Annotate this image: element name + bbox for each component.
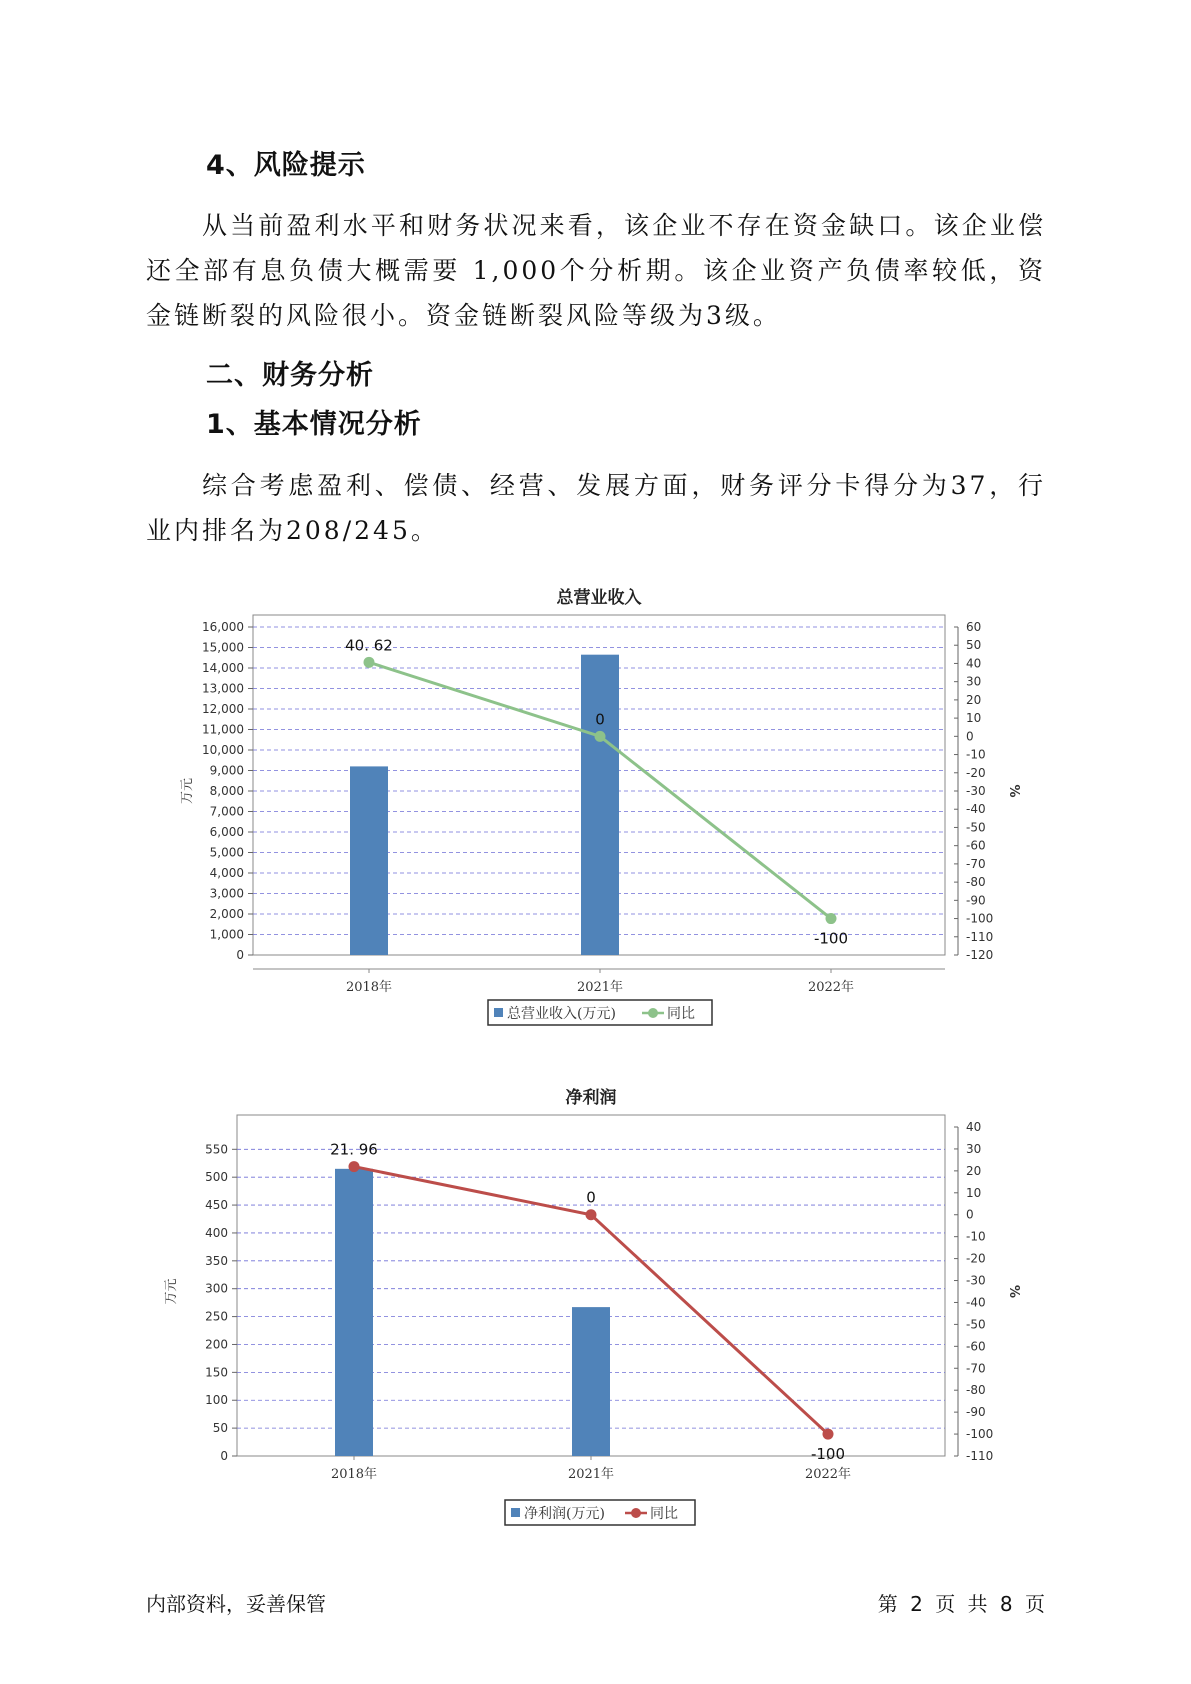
yoy-data-label: 40. 62	[345, 636, 393, 655]
bar	[350, 766, 388, 955]
y2-tick-label: 40	[966, 1120, 982, 1134]
y-tick-label: 0	[236, 948, 244, 962]
y2-axis-label: %	[1006, 784, 1021, 798]
y2-tick-label: -30	[966, 784, 986, 798]
chart-title: 总营业收入	[556, 588, 642, 608]
yoy-point	[364, 657, 375, 668]
yoy-data-label: 21. 96	[330, 1140, 378, 1159]
y2-tick-label: -20	[966, 1251, 986, 1266]
yoy-data-label: -100	[813, 929, 849, 948]
y2-tick-label: -90	[966, 1405, 986, 1420]
y2-tick-label: 0	[966, 1207, 974, 1222]
y2-tick-label: -110	[966, 929, 994, 944]
yoy-point	[826, 913, 837, 924]
y-tick-label: 400	[205, 1225, 228, 1240]
y-tick-label: 350	[205, 1253, 228, 1268]
y2-tick-label: 60	[966, 620, 982, 634]
y2-tick-label: -50	[966, 820, 986, 835]
bar	[581, 655, 619, 955]
legend-bar-swatch	[511, 1508, 520, 1517]
y2-tick-label: 10	[966, 711, 982, 726]
section-heading-risk: 4、风险提示	[206, 150, 366, 181]
y2-tick-label: -120	[966, 948, 994, 962]
y-axis-label: 万元	[180, 777, 195, 805]
y-tick-label: 450	[205, 1198, 228, 1213]
y-tick-label: 13,000	[202, 681, 244, 696]
y-tick-label: 10,000	[202, 743, 244, 757]
yoy-point	[595, 731, 606, 742]
y2-tick-label: -110	[966, 1449, 994, 1463]
y-tick-label: 1,000	[209, 927, 244, 942]
x-tick-label: 2021年	[567, 1467, 615, 1482]
y-tick-label: 300	[205, 1281, 228, 1296]
y-tick-label: 11,000	[202, 722, 244, 737]
y2-tick-label: 20	[966, 692, 982, 707]
y2-tick-label: 50	[966, 638, 982, 653]
y-tick-label: 16,000	[202, 620, 244, 634]
y2-tick-label: -100	[966, 911, 994, 926]
y2-tick-label: -70	[966, 856, 986, 871]
revenue-chart-svg	[0, 575, 1191, 1035]
legend-line-label: 同比	[667, 1006, 695, 1022]
y2-axis-label: %	[1006, 1284, 1021, 1299]
y-tick-label: 3,000	[209, 886, 244, 901]
y-tick-label: 200	[205, 1337, 228, 1352]
y-tick-label: 100	[205, 1393, 228, 1408]
x-tick-label: 2022年	[807, 980, 855, 995]
y2-tick-label: 20	[966, 1163, 982, 1178]
y-tick-label: 14,000	[202, 661, 244, 675]
y2-tick-label: -50	[966, 1317, 986, 1332]
y2-tick-label: -10	[966, 1229, 986, 1244]
footer-page-number: 第 2 页 共 8 页	[877, 1592, 1045, 1616]
y-tick-label: 550	[205, 1142, 228, 1157]
legend-line-marker	[631, 1508, 641, 1518]
y2-tick-label: -60	[966, 1339, 986, 1354]
legend-line-marker	[648, 1008, 658, 1018]
y2-tick-label: -40	[966, 1295, 986, 1310]
y-tick-label: 9,000	[209, 763, 244, 778]
y2-tick-label: -60	[966, 838, 986, 853]
y2-tick-label: -80	[966, 875, 986, 890]
y-tick-label: 0	[220, 1449, 228, 1463]
revenue-chart	[0, 575, 1191, 1035]
y2-tick-label: -70	[966, 1361, 986, 1376]
net-profit-chart-svg	[0, 1075, 1191, 1535]
section-heading-basic-analysis: 1、基本情况分析	[206, 409, 422, 440]
y-tick-label: 7,000	[209, 804, 244, 819]
y2-tick-label: -30	[966, 1273, 986, 1288]
bar	[335, 1169, 373, 1456]
y-tick-label: 6,000	[209, 825, 244, 839]
y-tick-label: 2,000	[209, 907, 244, 921]
y2-tick-label: -100	[966, 1427, 994, 1442]
y-tick-label: 50	[212, 1421, 228, 1436]
y-axis-label: 万元	[164, 1278, 179, 1305]
y-tick-label: 5,000	[209, 845, 244, 860]
y-tick-label: 500	[205, 1170, 228, 1185]
x-tick-label: 2018年	[345, 980, 393, 995]
bar	[572, 1307, 610, 1456]
x-tick-label: 2022年	[804, 1467, 852, 1482]
footer-confidential-note: 内部资料，妥善保管	[146, 1592, 326, 1616]
legend-bar-label: 总营业收入(万元)	[507, 1006, 616, 1022]
y2-tick-label: -20	[966, 765, 986, 780]
yoy-data-label: -100	[810, 1445, 846, 1464]
legend-line-label: 同比	[650, 1506, 678, 1522]
y2-tick-label: 40	[966, 656, 982, 671]
x-tick-label: 2021年	[576, 980, 624, 995]
yoy-point	[586, 1209, 597, 1220]
x-tick-label: 2018年	[330, 1467, 378, 1482]
section-heading-financial-analysis: 二、财务分析	[206, 360, 374, 391]
legend-bar-swatch	[494, 1008, 503, 1017]
y2-tick-label: -80	[966, 1383, 986, 1398]
yoy-data-label: 0	[586, 1188, 596, 1207]
net-profit-chart	[0, 1075, 1191, 1535]
chart-title: 净利润	[565, 1088, 617, 1108]
y2-tick-label: 10	[966, 1185, 982, 1200]
basic-analysis-paragraph: 综合考虑盈利、偿债、经营、发展方面，财务评分卡得分为37，行业内排名为208/245。	[146, 471, 1046, 545]
yoy-point	[349, 1161, 360, 1172]
y2-tick-label: -10	[966, 747, 986, 762]
yoy-point	[823, 1429, 834, 1440]
y-tick-label: 15,000	[202, 640, 244, 655]
yoy-data-label: 0	[595, 710, 605, 729]
y-tick-label: 8,000	[209, 784, 244, 798]
y2-tick-label: -90	[966, 893, 986, 908]
legend-bar-label: 净利润(万元)	[524, 1506, 605, 1522]
y2-tick-label: 30	[966, 1141, 982, 1156]
y2-tick-label: -40	[966, 802, 986, 817]
risk-paragraph: 从当前盈利水平和财务状况来看，该企业不存在资金缺口。该企业偿还全部有息负债大概需要 1,000个分析期。该企业资产负债率较低，资金链断裂的风险很小。资金链断裂风险等级为3级。	[146, 211, 1046, 330]
y-tick-label: 250	[205, 1309, 228, 1324]
y-tick-label: 4,000	[209, 866, 244, 880]
y2-tick-label: 30	[966, 674, 982, 689]
y-tick-label: 12,000	[202, 702, 244, 716]
y-tick-label: 150	[205, 1365, 228, 1380]
y2-tick-label: 0	[966, 729, 974, 744]
